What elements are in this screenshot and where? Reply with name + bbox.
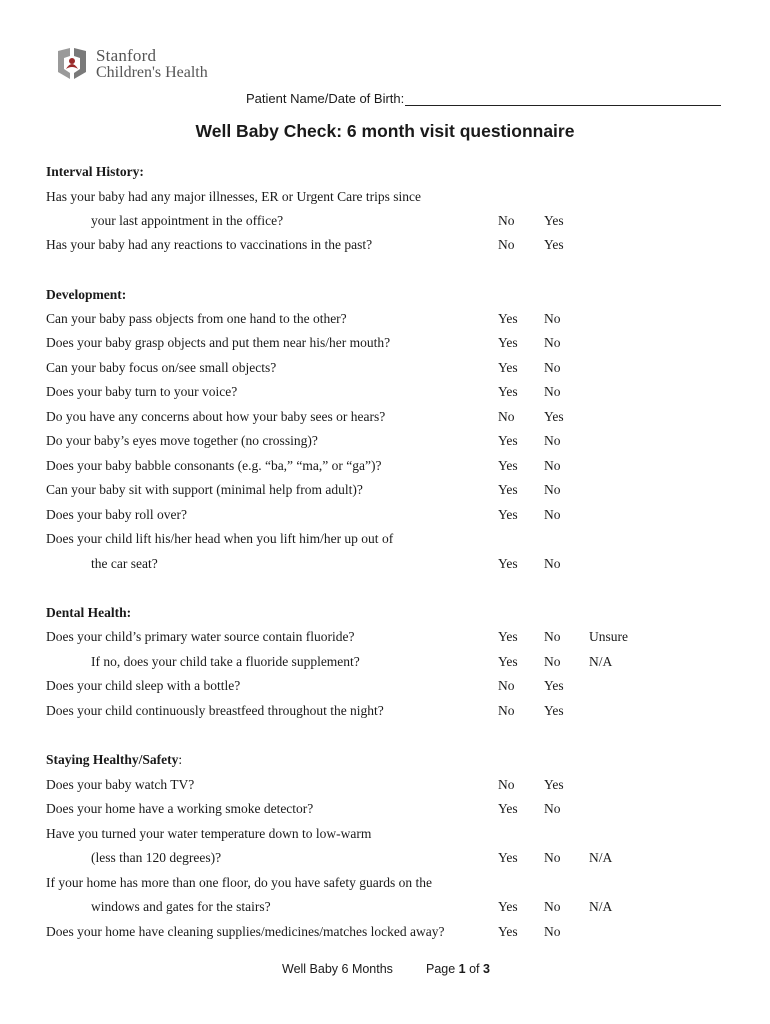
answer-option[interactable]: Yes: [498, 850, 518, 865]
section-heading-dental-health: Dental Health:: [46, 605, 132, 620]
footer-document-name: Well Baby 6 Months: [282, 962, 393, 976]
answer-option[interactable]: Yes: [544, 213, 564, 228]
question-text: Can your baby pass objects from one hand to the other?: [46, 311, 347, 326]
answer-option[interactable]: No: [544, 311, 561, 326]
footer-page-number: [426, 962, 490, 976]
answer-option[interactable]: Yes: [544, 777, 564, 792]
answer-option[interactable]: Yes: [544, 409, 564, 424]
page-of: of: [465, 962, 483, 976]
question-text: Does your home have cleaning supplies/medicines/matches locked away?: [46, 924, 445, 939]
question-text: the car seat?: [91, 556, 158, 571]
answer-option[interactable]: No: [498, 409, 515, 424]
answer-option[interactable]: No: [544, 384, 561, 399]
question-text: Can your baby focus on/see small objects?: [46, 360, 277, 375]
answer-option[interactable]: Yes: [544, 703, 564, 718]
answer-option[interactable]: No: [498, 213, 515, 228]
answer-option[interactable]: Yes: [498, 629, 518, 644]
answer-option[interactable]: No: [498, 777, 515, 792]
answer-option[interactable]: Unsure: [589, 629, 628, 644]
answer-option[interactable]: No: [544, 482, 561, 497]
answer-option[interactable]: No: [544, 458, 561, 473]
answer-option[interactable]: No: [544, 924, 561, 939]
question-text: windows and gates for the stairs?: [91, 899, 271, 914]
question-text: Does your baby watch TV?: [46, 777, 195, 792]
question-text: Does your child’s primary water source contain fluoride?: [46, 629, 355, 644]
question-text: Does your baby turn to your voice?: [46, 384, 238, 399]
logo-line-2: Children's Health: [96, 64, 208, 81]
patient-label: Patient Name/Date of Birth:: [246, 91, 405, 106]
answer-option[interactable]: Yes: [498, 360, 518, 375]
question-text: Can your baby sit with support (minimal help from adult)?: [46, 482, 363, 497]
answer-option[interactable]: Yes: [544, 237, 564, 252]
answer-option[interactable]: N/A: [589, 899, 613, 914]
answer-option[interactable]: No: [544, 360, 561, 375]
question-text: If your home has more than one floor, do you have safety guards on the: [46, 875, 432, 890]
answer-option[interactable]: Yes: [498, 507, 518, 522]
answer-option[interactable]: Yes: [498, 458, 518, 473]
answer-option[interactable]: No: [544, 507, 561, 522]
answer-option[interactable]: Yes: [498, 384, 518, 399]
answer-option[interactable]: No: [544, 629, 561, 644]
answer-option[interactable]: No: [544, 433, 561, 448]
answer-option[interactable]: No: [498, 237, 515, 252]
question-text: Does your child sleep with a bottle?: [46, 678, 241, 693]
answer-option[interactable]: No: [544, 899, 561, 914]
answer-option[interactable]: No: [544, 850, 561, 865]
question-text: Do your baby’s eyes move together (no crossing)?: [46, 433, 318, 448]
patient-name-dob-field[interactable]: [405, 91, 721, 106]
answer-option[interactable]: Yes: [544, 678, 564, 693]
answer-option[interactable]: N/A: [589, 654, 613, 669]
stanford-logo-icon: [56, 47, 88, 80]
answer-option[interactable]: No: [544, 654, 561, 669]
page-title: Well Baby Check: 6 month visit questionnaire: [195, 121, 575, 141]
question-text: Does your child lift his/her head when you lift him/her up out of: [46, 531, 394, 546]
section-heading-colon: :: [178, 752, 183, 767]
page-current: 1: [458, 962, 466, 976]
section-heading-staying-healthy-safety: [46, 752, 182, 768]
question-text: Has your baby had any reactions to vaccinations in the past?: [46, 237, 373, 252]
answer-option[interactable]: Yes: [498, 311, 518, 326]
answer-option[interactable]: No: [498, 703, 515, 718]
question-text: Does your baby babble consonants (e.g. “ba,” “ma,” or “ga”)?: [46, 458, 382, 473]
answer-option[interactable]: N/A: [589, 850, 613, 865]
answer-option[interactable]: Yes: [498, 899, 518, 914]
answer-option[interactable]: No: [544, 801, 561, 816]
stanford-childrens-health-logo: [56, 47, 226, 83]
answer-option[interactable]: No: [544, 335, 561, 350]
section-heading-development: Development:: [46, 287, 127, 302]
question-text: Does your baby grasp objects and put them near his/her mouth?: [46, 335, 391, 350]
section-heading-text: Staying Healthy/Safety: [46, 752, 179, 767]
question-text: (less than 120 degrees)?: [91, 850, 222, 865]
answer-option[interactable]: Yes: [498, 801, 518, 816]
question-text: Have you turned your water temperature down to low-warm: [46, 826, 372, 841]
question-text: Does your child continuously breastfeed throughout the night?: [46, 703, 384, 718]
question-text: Does your home have a working smoke detector?: [46, 801, 314, 816]
answer-option[interactable]: Yes: [498, 335, 518, 350]
answer-option[interactable]: Yes: [498, 924, 518, 939]
question-text: Do you have any concerns about how your baby sees or hears?: [46, 409, 386, 424]
section-heading-interval-history: Interval History:: [46, 164, 144, 179]
answer-option[interactable]: Yes: [498, 654, 518, 669]
logo-line-1: Stanford: [96, 46, 157, 65]
answer-option[interactable]: Yes: [498, 556, 518, 571]
question-text: Does your baby roll over?: [46, 507, 187, 522]
answer-option[interactable]: No: [544, 556, 561, 571]
question-text: Has your baby had any major illnesses, ER or Urgent Care trips since: [46, 189, 422, 204]
page-total: 3: [483, 962, 490, 976]
patient-name-dob: [246, 91, 721, 106]
question-text: your last appointment in the office?: [91, 213, 284, 228]
answer-option[interactable]: Yes: [498, 433, 518, 448]
answer-option[interactable]: No: [498, 678, 515, 693]
answer-option[interactable]: Yes: [498, 482, 518, 497]
page-prefix: Page: [426, 962, 459, 976]
question-text: If no, does your child take a fluoride supplement?: [91, 654, 360, 669]
